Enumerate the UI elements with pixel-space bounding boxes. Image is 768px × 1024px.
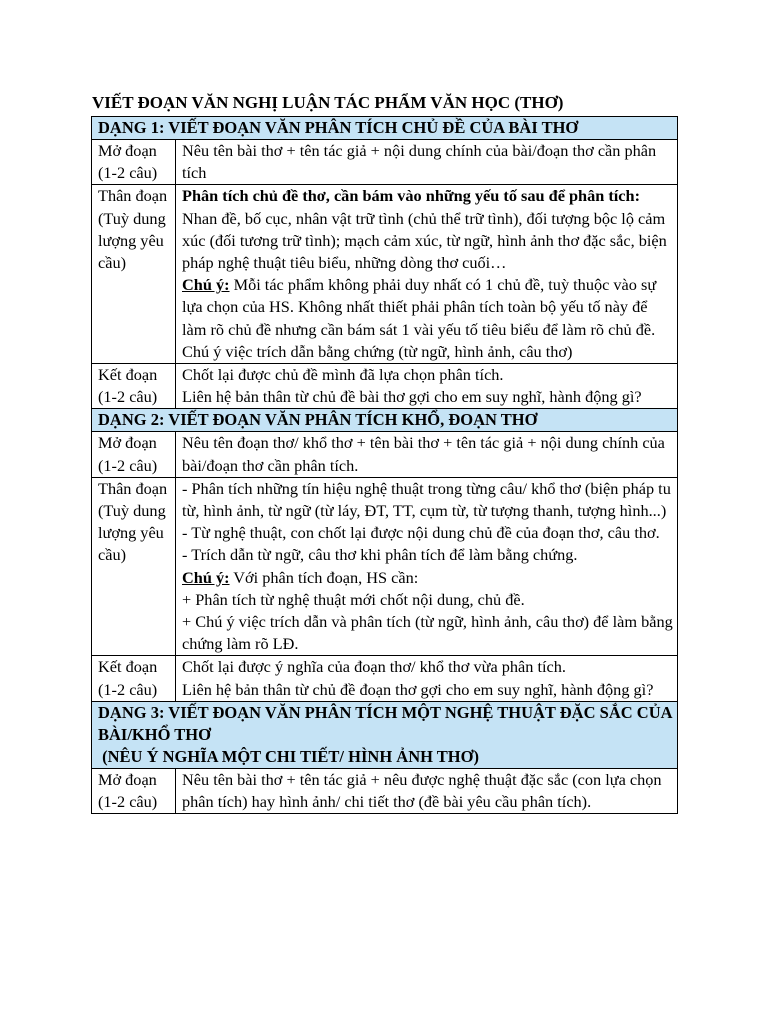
row-label: Mở đoạn (1-2 câu) — [92, 140, 176, 185]
content-paragraph — [182, 589, 673, 611]
row-label: Mở đoạn (1-2 câu) — [92, 768, 176, 813]
row-content — [176, 656, 678, 701]
paragraph-text: + Phân tích từ nghệ thuật mới chốt nội dung, chủ đề. — [182, 589, 525, 609]
content-paragraph — [182, 769, 673, 813]
table-row — [92, 185, 678, 364]
content-paragraph — [182, 544, 673, 566]
paragraph-text: + Chú ý việc trích dẫn và phân tích (từ ngữ, hình ảnh, câu thơ) để làm bằng chứng làm rõ LĐ. — [182, 612, 673, 654]
paragraph-text: Chốt lại được ý nghĩa của đoạn thơ/ khổ thơ vừa phân tích. — [182, 657, 566, 677]
content-paragraph — [182, 364, 673, 386]
table-row — [92, 364, 678, 409]
section-header-line: DẠNG 1: VIẾT ĐOẠN VĂN PHÂN TÍCH CHỦ ĐỀ CỦA BÀI THƠ — [98, 118, 579, 137]
row-label: Mở đoạn (1-2 câu) — [92, 432, 176, 477]
content-paragraph — [182, 386, 673, 408]
paragraph-text: Chốt lại được chủ đề mình đã lựa chọn phân tích. — [182, 365, 504, 385]
table-row — [92, 477, 678, 656]
row-label: Thân đoạn (Tuỳ dung lượng yêu cầu) — [92, 185, 176, 364]
paragraph-text: Liên hệ bản thân từ chủ đề đoạn thơ gợi cho em suy nghĩ, hành động gì? — [182, 679, 654, 699]
content-paragraph — [182, 611, 673, 655]
table-row — [92, 432, 678, 477]
paragraph-text: Với phân tích đoạn, HS cần: — [229, 567, 419, 587]
paragraph-text: Nêu tên bài thơ + tên tác giả + nội dung chính của bài/đoạn thơ cần phân tích — [182, 141, 657, 183]
content-paragraph — [182, 274, 673, 363]
content-paragraph — [182, 432, 673, 476]
section-header — [92, 117, 678, 140]
note-label: Chú ý: — [182, 275, 230, 295]
content-paragraph — [182, 140, 673, 184]
section-header — [92, 409, 678, 432]
section-header-row — [92, 117, 678, 140]
paragraph-text: Liên hệ bản thân từ chủ đề bài thơ gợi cho em suy nghĩ, hành động gì? — [182, 387, 642, 407]
table-row — [92, 140, 678, 185]
paragraph-text: Nêu tên bài thơ + tên tác giả + nêu được nghệ thuật đặc sắc (con lựa chọn phân tích) hay hình ảnh/ chi tiết thơ (đề bài yêu cầu phân tích). — [182, 769, 662, 812]
row-content — [176, 140, 678, 185]
row-content — [176, 364, 678, 409]
paragraph-text: - Từ nghệ thuật, con chốt lại được nội dung chủ đề của đoạn thơ, câu thơ. — [182, 523, 660, 543]
document-title: VIẾT ĐOẠN VĂN NGHỊ LUẬN TÁC PHẨM VĂN HỌC (THƠ) — [92, 93, 564, 112]
content-paragraph — [182, 656, 673, 678]
outline-table — [91, 116, 678, 814]
content-paragraph — [182, 478, 673, 522]
paragraph-text: - Trích dẫn từ ngữ, câu thơ khi phân tích để làm bằng chứng. — [182, 545, 578, 565]
section-header — [92, 701, 678, 768]
note-label: Chú ý: — [182, 567, 230, 587]
content-paragraph — [182, 185, 673, 274]
row-label: Kết đoạn (1-2 câu) — [92, 656, 176, 701]
section-header-line: (NÊU Ý NGHĨA MỘT CHI TIẾT/ HÌNH ẢNH THƠ) — [98, 746, 479, 766]
row-content — [176, 768, 678, 813]
row-content — [176, 185, 678, 364]
content-paragraph — [182, 522, 673, 544]
row-label: Thân đoạn (Tuỳ dung lượng yêu cầu) — [92, 477, 176, 656]
section-header-row — [92, 409, 678, 432]
outline-table-body — [92, 117, 678, 814]
table-row — [92, 656, 678, 701]
row-content — [176, 432, 678, 477]
content-paragraph — [182, 567, 673, 589]
paragraph-text: - Phân tích những tín hiệu nghệ thuật trong từng câu/ khổ thơ (biện pháp tu từ, hình ảnh, từ ngữ (từ láy, ĐT, TT, cụm từ, từ tượng thanh, tượng hình...) — [182, 478, 671, 521]
paragraph-text: Nhan đề, bố cục, nhân vật trữ tình (chủ thể trữ tình), đối tượng bộc lộ cảm xúc (đối tương trữ tình); mạch cảm xúc, từ ngữ, hình ảnh thơ đặc sắc, biện pháp nghệ thuật tiêu biểu, những dòng thơ cuối… — [182, 208, 667, 273]
row-content — [176, 477, 678, 656]
paragraph-text: Nêu tên đoạn thơ/ khổ thơ + tên bài thơ + tên tác giả + nội dung chính của bài/đoạn thơ cần phân tích. — [182, 433, 665, 475]
section-header-line: DẠNG 3: VIẾT ĐOẠN VĂN PHÂN TÍCH MỘT NGHỆ THUẬT ĐẶC SẮC CỦA BÀI/KHỔ THƠ — [98, 702, 676, 744]
section-header-line: DẠNG 2: VIẾT ĐOẠN VĂN PHÂN TÍCH KHỔ, ĐOẠN THƠ — [98, 410, 538, 430]
content-paragraph — [182, 679, 673, 701]
paragraph-text: Mỗi tác phẩm không phải duy nhất có 1 chủ đề, tuỳ thuộc vào sự lựa chọn của HS. Không nhất thiết phải phân tích toàn bộ yếu tố này để làm rõ chủ đề nhưng cần bám sát 1 vài yếu tố tiêu biểu để làm rõ chủ đề. Chú ý việc trích dẫn bằng chứng (từ ngữ, hình ảnh, câu thơ) — [182, 275, 657, 361]
row-label: Kết đoạn (1-2 câu) — [92, 364, 176, 409]
section-header-row — [92, 701, 678, 768]
bold-lead-text: Phân tích chủ đề thơ, cần bám vào những yếu tố sau để phân tích: — [182, 186, 641, 206]
table-row — [92, 768, 678, 813]
